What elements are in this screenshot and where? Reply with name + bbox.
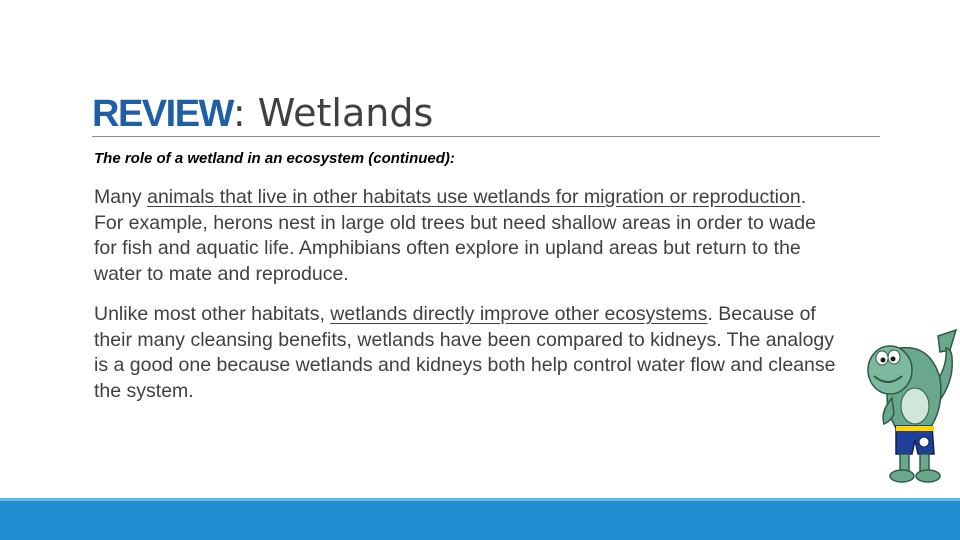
paragraph1-start: Many xyxy=(94,186,148,208)
title-review: REVIEW xyxy=(92,93,233,135)
paragraph2-rest: . Because of their many cleansing benefits, wetlands have been compared to kidneys. The analogy is a good one because wetlands and kidneys both help control water flow and cleanse the system. xyxy=(94,303,836,402)
footer-bar xyxy=(0,498,960,540)
slide-subtitle: The role of a wetland in an ecosystem (continued): xyxy=(94,150,455,167)
title-divider xyxy=(92,136,880,137)
paragraph1-emphasis: animals that live in other habitats use wetlands for migration or reproduction xyxy=(147,186,801,208)
paragraph-migration xyxy=(94,185,839,287)
fish-mascot-icon xyxy=(860,328,960,486)
paragraph2-emphasis: wetlands directly improve other ecosystems xyxy=(330,303,708,325)
slide-title xyxy=(92,88,433,139)
paragraph-kidneys xyxy=(94,302,839,404)
title-topic: : Wetlands xyxy=(232,91,434,135)
paragraph1-rest: . For example, herons nest in large old trees but need shallow areas in order to wade for fish and aquatic life. Amphibians often explore in upland areas but return to the water to mate and reproduce. xyxy=(94,186,816,285)
paragraph2-start: Unlike most other habitats, xyxy=(94,303,331,325)
